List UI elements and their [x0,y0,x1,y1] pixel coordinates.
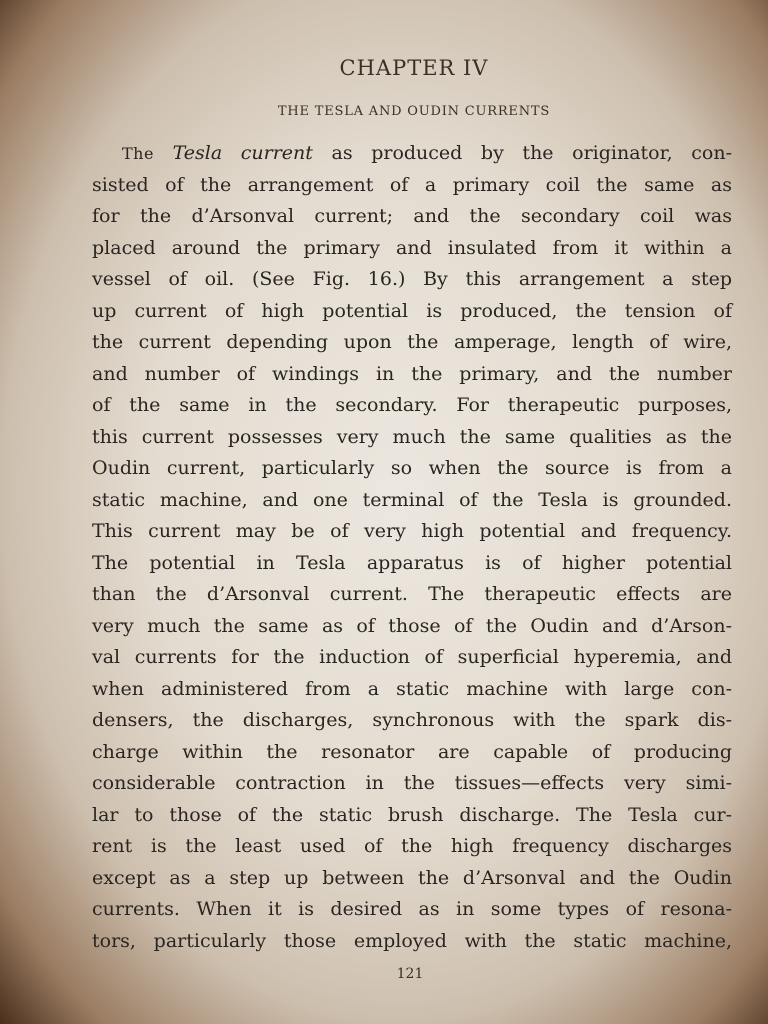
body-line: val currents for the induction of superficial hyperemia, and [92,646,732,668]
body-line: very much the same as of those of the Oudin and d’Arson- [92,614,732,637]
body-line: lar to those of the static brush discharge. The Tesla cur- [92,803,732,826]
body-line: vessel of oil. (See Fig. 16.) By this arrangement a step [92,268,732,290]
body-line: this current possesses very much the same qualities as the [92,425,732,448]
page-number: 121 [396,966,424,982]
body-line: when administered from a static machine with large con- [92,677,732,700]
body-line: placed around the primary and insulated from it within a [92,236,732,259]
lead-italic: Tesla current [172,142,313,164]
body-line: sisted of the arrangement of a primary coil the same as [92,173,732,196]
body-line: tors, particularly those employed with the static machine, [92,929,732,952]
body-line: of the same in the secondary. For therapeutic purposes, [92,394,732,416]
body-line-first [92,138,732,170]
body-line: except as a step up between the d’Arsonval and the Oudin [92,866,732,889]
body-line: This current may be of very high potential and frequency. [92,520,732,542]
body-line: than the d’Arsonval current. The therapeutic effects are [92,583,732,605]
chapter-title: THE TESLA AND OUDIN CURRENTS [277,104,551,119]
body-line: densers, the discharges, synchronous with the spark dis- [92,709,732,731]
body-line: currents. When it is desired as in some types of resona- [92,898,732,920]
body-line: considerable contraction in the tissues—effects very simi- [92,772,732,794]
body-line: up current of high potential is produced, the tension of [92,299,732,322]
body-line: Oudin current, particularly so when the source is from a [92,457,732,479]
body-line: and number of windings in the primary, and the number [92,362,732,385]
body-line: the current depending upon the amperage, length of wire, [92,331,732,353]
lead-word: The [122,144,154,163]
body-line: for the d’Arsonval current; and the secondary coil was [92,205,732,227]
chapter-body [92,138,732,957]
body-line: rent is the least used of the high frequency discharges [92,835,732,857]
first-line-rest: as produced by the originator, con- [312,142,732,164]
body-line: charge within the resonator are capable of producing [92,740,732,763]
chapter-label: CHAPTER IV [339,56,489,80]
body-line: The potential in Tesla apparatus is of higher potential [92,551,732,574]
body-line: static machine, and one terminal of the Tesla is grounded. [92,488,732,511]
